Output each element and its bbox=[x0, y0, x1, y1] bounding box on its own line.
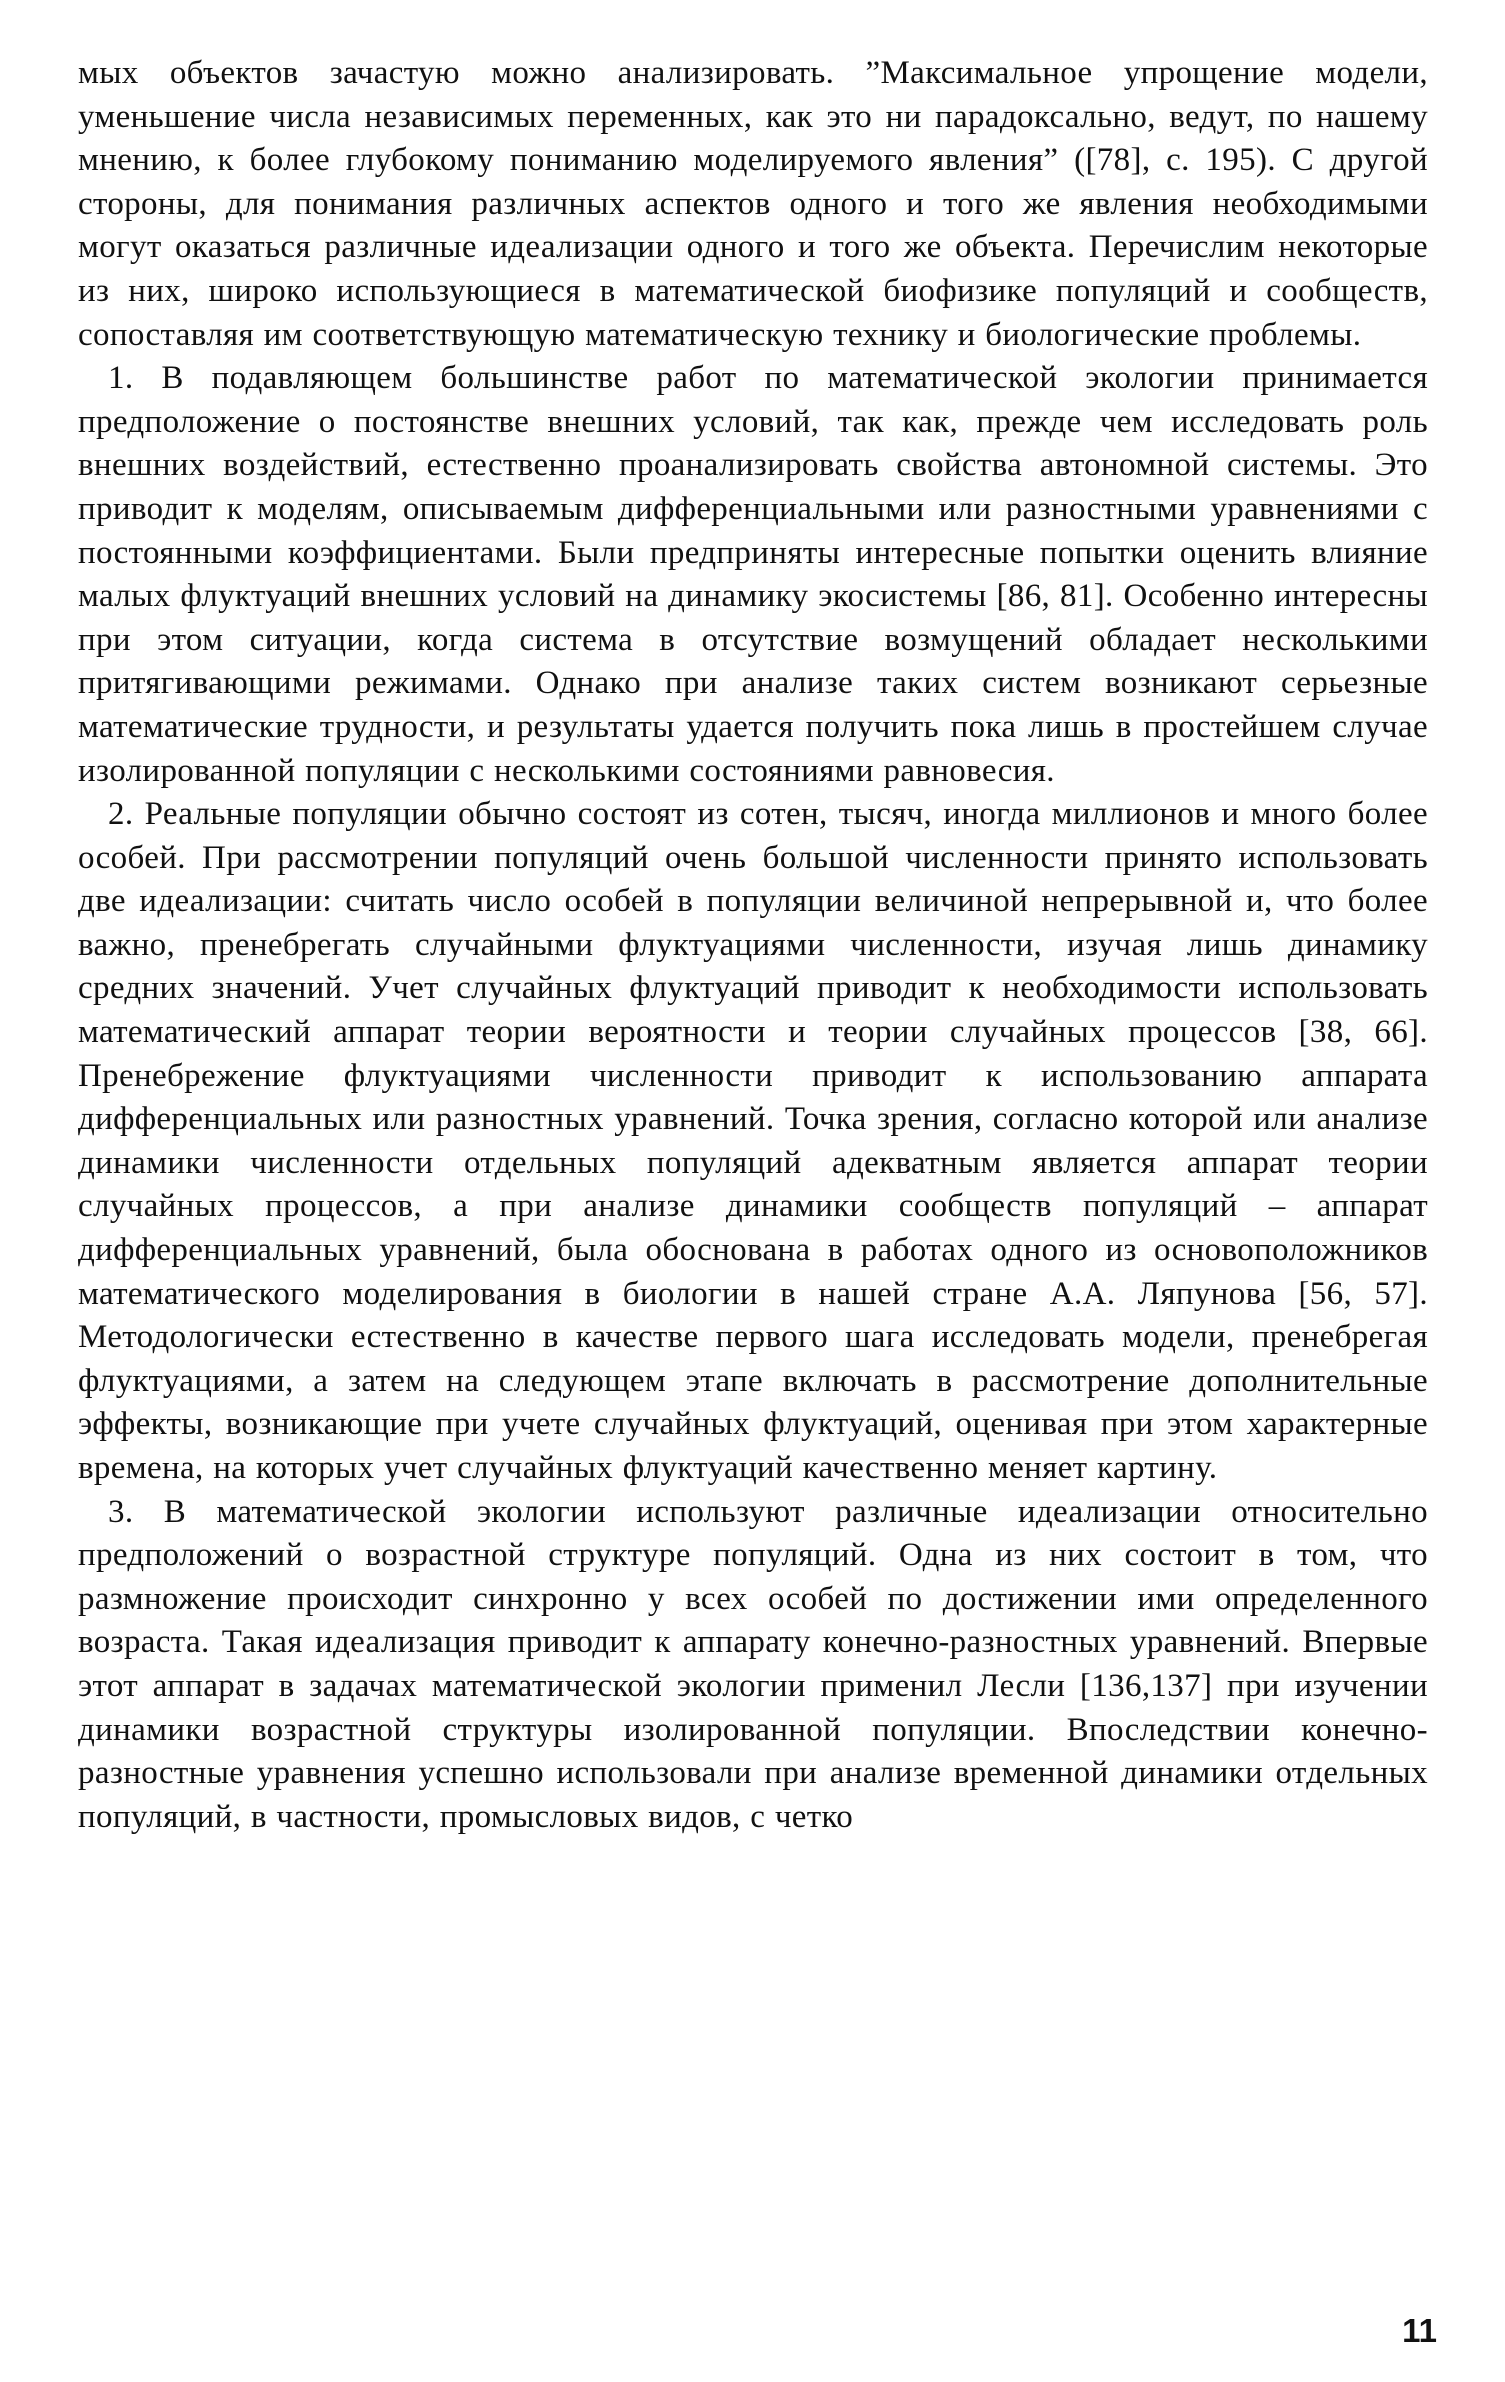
page-number: 11 bbox=[1402, 2312, 1437, 2349]
paragraph-intro-continued: мых объектов зачастую можно анализировать. ”Максимальное упрощение модели, уменьшение числа независимых переменных, как это ни парадоксально, ведут, по нашему мнению, к более глубокому пониманию моделируемого явления” ([78], с. 195). С другой стороны, для понимания различных аспектов одного и того же явления необходимыми могут оказаться различные идеализации одного и того же объекта. Перечислим некоторые из них, широко использующиеся в математической биофизике популяций и сообществ, сопоставляя им соответствующую математическую технику и биологические проблемы. bbox=[78, 55, 1428, 353]
paragraph-item-1: 1. В подавляющем большинстве работ по математической экологии принимается предположение о постоянстве внешних условий, так как, прежде чем исследовать роль внешних воздействий, естественно проанализировать свойства автономной системы. Это приводит к моделям, описываемым дифференциальными или разностными уравнениями с постоянными коэффициентами. Были предприняты интересные попытки оценить влияние малых флуктуаций внешних условий на динамику экосистемы [86, 81]. Особенно интересны при этом ситуации, когда система в отсутствие возмущений обладает несколькими притягивающими режимами. Однако при анализе таких систем возникают серьезные математические трудности, и результаты удается получить пока лишь в простейшем случае изолированной популяции с несколькими состояниями равновесия. bbox=[78, 360, 1428, 789]
page-body bbox=[78, 52, 1428, 1839]
paragraph-item-2: 2. Реальные популяции обычно состоят из сотен, тысяч, иногда миллионов и много более особей. При рассмотрении популяций очень большой численности принято использовать две идеализации: считать число особей в популяции величиной непрерывной и, что более важно, пренебрегать случайными флуктуациями численности, изучая лишь динамику средних значений. Учет случайных флуктуаций приводит к необходимости использовать математический аппарат теории вероятности и теории случайных процессов [38, 66]. Пренебрежение флуктуациями численности приводит к использованию аппарата дифференциальных или разностных уравнений. Точка зрения, согласно которой или анализе динамики численности отдельных популяций адекватным является аппарат теории случайных процессов, а при анализе динамики сообществ популяций – аппарат дифференциальных уравнений, была обоснована в работах одного из основоположников математического моделирования в биологии в нашей стране А.А. Ляпунова [56, 57]. Методологически естественно в качестве первого шага исследовать модели, пренебрегая флуктуациями, а затем на следующем этапе включать в рассмотрение дополнительные эффекты, возникающие при учете случайных флуктуаций, оценивая при этом характерные времена, на которых учет случайных флуктуаций качественно меняет картину. bbox=[78, 796, 1428, 1486]
paragraph-item-3: 3. В математической экологии используют различные идеализации относительно предположений о возрастной структуре популяций. Одна из них состоит в том, что размножение происходит синхронно у всех особей по достижении ими определенного возраста. Такая идеализация приводит к аппарату конечно-разностных уравнений. Впервые этот аппарат в задачах математической экологии применил Лесли [136,137] при изучении динамики возрастной структуры изолированной популяции. Впоследствии конечно-разностные уравнения успешно использовали при анализе временной динамики отдельных популяций, в частности, промысловых видов, с четко bbox=[78, 1493, 1428, 1835]
